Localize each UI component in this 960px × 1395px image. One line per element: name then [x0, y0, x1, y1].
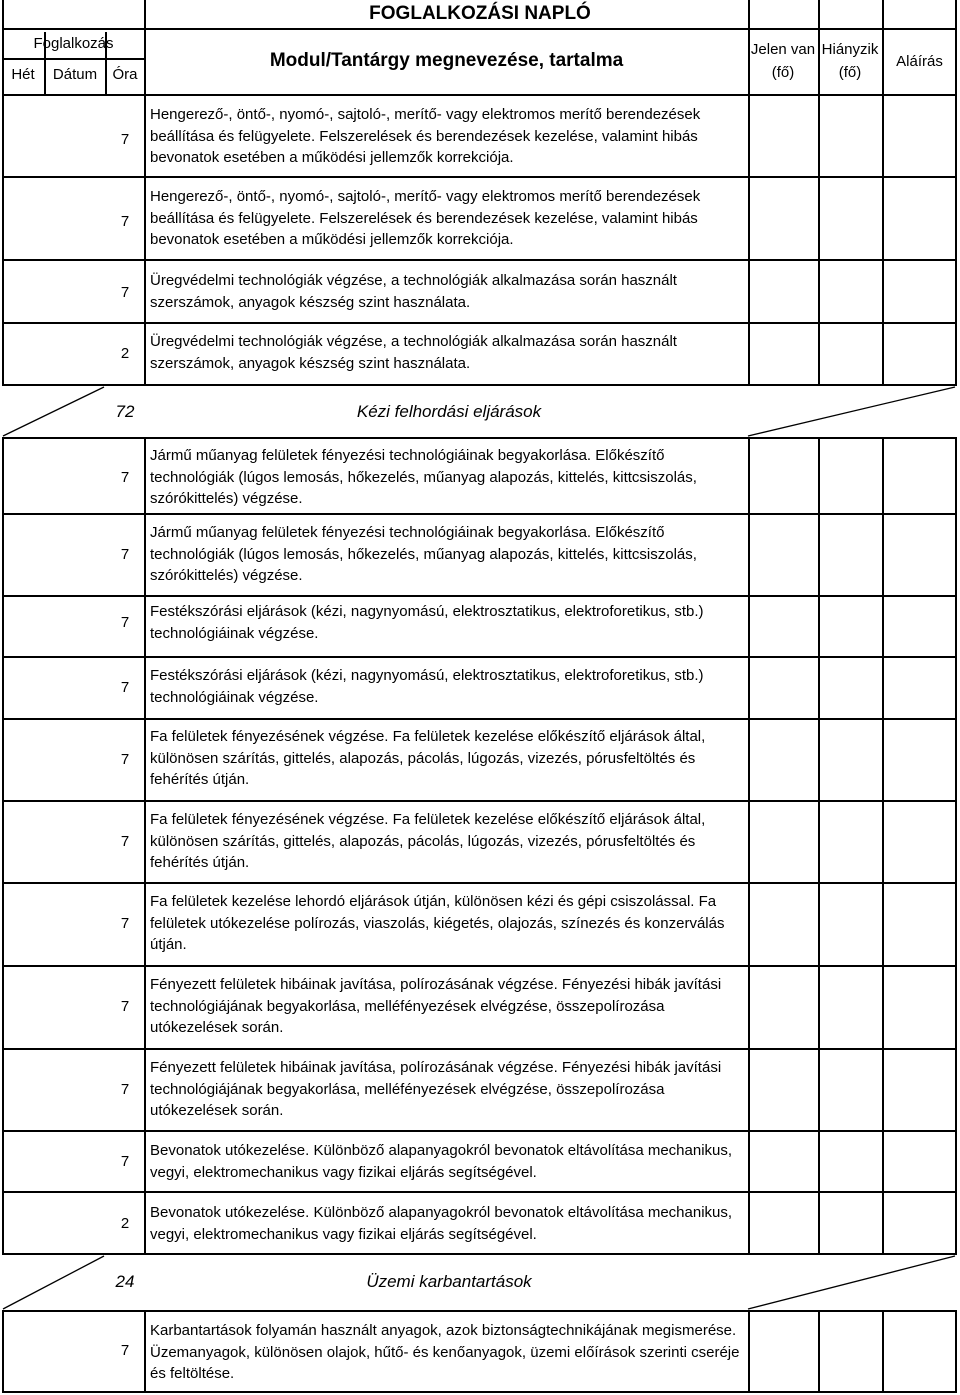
row-description: Karbantartások folyamán használt anyagok, azok biztonságtechnikájának megismerése. Üzemanyagok, különösen olajok, hűtő- és kenőanyagok, üzemi előírások szerinti cseréje és feltöltése. — [150, 1322, 740, 1382]
section-row — [0, 1255, 960, 1310]
row-hours: 2 — [120, 1215, 130, 1232]
header-het: Hét — [11, 66, 35, 83]
row-hours: 7 — [120, 679, 130, 696]
row-hours: 7 — [120, 213, 130, 230]
grid-line-left — [2, 0, 4, 1392]
row-description: Bevonatok utókezelése. Különböző alapanyagokról bevonatok eltávolítása mechanikus, vegyi, elektromechanikus vagy fizikai eljárás segítségével. — [150, 1142, 733, 1181]
row-separator — [2, 513, 957, 515]
row-separator — [2, 1191, 957, 1193]
row-description: Üregvédelmi technológiák végzése, a technológiák alkalmazása során használt szerszámok, anyagok készség szint használata. — [150, 272, 677, 311]
header-foglalkozas: Foglalkozás — [33, 35, 114, 52]
row-description: Fényezett felületek hibáinak javítása, polírozásának végzése. Fényezési hibák javítási technológiájának begyakorlása, melléfényezések elvégzése, összepolírozása utókezelések során. — [150, 976, 722, 1036]
grid-line-after-jelen — [818, 0, 820, 1392]
header-sub-line — [2, 58, 145, 60]
header-datum: Dátum — [52, 66, 98, 83]
row-hours: 7 — [120, 833, 130, 850]
row-separator — [2, 800, 957, 802]
grid-line-after-ora — [144, 0, 146, 1392]
row-separator — [2, 656, 957, 658]
row-separator — [2, 965, 957, 967]
section-hours: 24 — [115, 1272, 135, 1291]
row-description: Hengerező-, öntő-, nyomó-, sajtoló-, merítő- vagy elektromos merítő berendezések beállítása és felügyelete. Felszerelések és berendezések kezelése, valamint hibás bevonatok esetében a működési jellemzők korrekciója. — [150, 188, 701, 248]
row-description: Jármű műanyag felületek fényezési technológiáinak begyakorlása. Előkészítő technológiák (lúgos lemosás, hőkezelés, műanyag alapozás, kittelés, kittcsiszolás, szórókittelés) végzése. — [150, 447, 697, 507]
header-hianyzik-unit: (fő) — [838, 64, 862, 81]
row-separator — [2, 322, 957, 324]
row-hours: 2 — [120, 345, 130, 362]
row-separator — [2, 595, 957, 597]
row-hours: 7 — [120, 751, 130, 768]
row-hours: 7 — [120, 915, 130, 932]
row-hours: 7 — [120, 469, 130, 486]
header-modul: Modul/Tantárgy megnevezése, tartalma — [269, 50, 624, 71]
header-alairas: Aláírás — [896, 53, 943, 70]
header-jelen-van: Jelen van — [750, 41, 816, 58]
row-description: Jármű műanyag felületek fényezési technológiáinak begyakorlása. Előkészítő technológiák (lúgos lemosás, hőkezelés, műanyag alapozás, kittelés, kittcsiszolás, szórókittelés) végzése. — [150, 524, 697, 584]
row-hours: 7 — [120, 614, 130, 631]
row-description: Fa felületek kezelése lehordó eljárások útján, különösen kézi és gépi csiszolással. Fa felületek utókezelése polírozás, viaszolás, kiégetés, olajozás, színezés és konzerválás útján. — [150, 893, 725, 953]
row-description: Festékszórási eljárások (kézi, nagynyomású, elektrosztatikus, elektroforetikus, stb.) technológiáinak végzése. — [150, 603, 704, 642]
row-hours: 7 — [120, 546, 130, 563]
section-title: Kézi felhordási eljárások — [356, 402, 542, 421]
header-bottom-line — [2, 94, 957, 96]
grid-line-after-hianyzik — [882, 0, 884, 1392]
row-separator — [2, 882, 957, 884]
row-separator-bottom — [2, 1391, 957, 1393]
row-separator — [2, 437, 957, 439]
section-row — [0, 386, 960, 437]
row-separator — [2, 259, 957, 261]
section-title: Üzemi karbantartások — [366, 1272, 532, 1291]
header-top-line — [2, 28, 957, 30]
row-hours: 7 — [120, 998, 130, 1015]
grid-line-after-modul — [748, 0, 750, 1392]
row-description: Hengerező-, öntő-, nyomó-, sajtoló-, merítő- vagy elektromos merítő berendezések beállítása és felügyelete. Felszerelések és berendezések kezelése, valamint hibás bevonatok esetében a működési jellemzők korrekciója. — [150, 106, 701, 166]
header-jelen-van-unit: (fő) — [771, 64, 795, 81]
row-description: Fa felületek fényezésének végzése. Fa felületek kezelése előkészítő eljárások által, különösen szárítás, gittelés, alapozás, pácolás, lúgozás, vizezés, pórusfeltöltés és fehérítés útján. — [150, 811, 706, 871]
row-separator — [2, 718, 957, 720]
row-description: Üregvédelmi technológiák végzése, a technológiák alkalmazása során használt szerszámok, anyagok készség szint használata. — [150, 333, 677, 372]
row-hours: 7 — [120, 1153, 130, 1170]
row-hours: 7 — [120, 284, 130, 301]
row-separator — [2, 1310, 957, 1312]
row-separator — [2, 1048, 957, 1050]
row-description: Fa felületek fényezésének végzése. Fa felületek kezelése előkészítő eljárások által, különösen szárítás, gittelés, alapozás, pácolás, lúgozás, vizezés, pórusfeltöltés és fehérítés útján. — [150, 728, 706, 788]
row-separator — [2, 176, 957, 178]
row-description: Fényezett felületek hibáinak javítása, polírozásának végzése. Fényezési hibák javítási technológiájának begyakorlása, melléfényezések elvégzése, összepolírozása utókezelések során. — [150, 1059, 722, 1119]
section-hours: 72 — [115, 402, 135, 421]
row-hours: 7 — [120, 131, 130, 148]
row-separator — [2, 1130, 957, 1132]
row-description: Festékszórási eljárások (kézi, nagynyomású, elektrosztatikus, elektroforetikus, stb.) technológiáinak végzése. — [150, 667, 704, 706]
row-description: Bevonatok utókezelése. Különböző alapanyagokról bevonatok eltávolítása mechanikus, vegyi, elektromechanikus vagy fizikai eljárás segítségével. — [150, 1204, 733, 1243]
header-ora: Óra — [112, 66, 138, 83]
page-title: FOGLALKOZÁSI NAPLÓ — [369, 3, 591, 24]
header-hianyzik: Hiányzik — [821, 41, 879, 58]
row-hours: 7 — [120, 1081, 130, 1098]
grid-line-right — [955, 0, 957, 1392]
row-hours: 7 — [120, 1342, 130, 1359]
